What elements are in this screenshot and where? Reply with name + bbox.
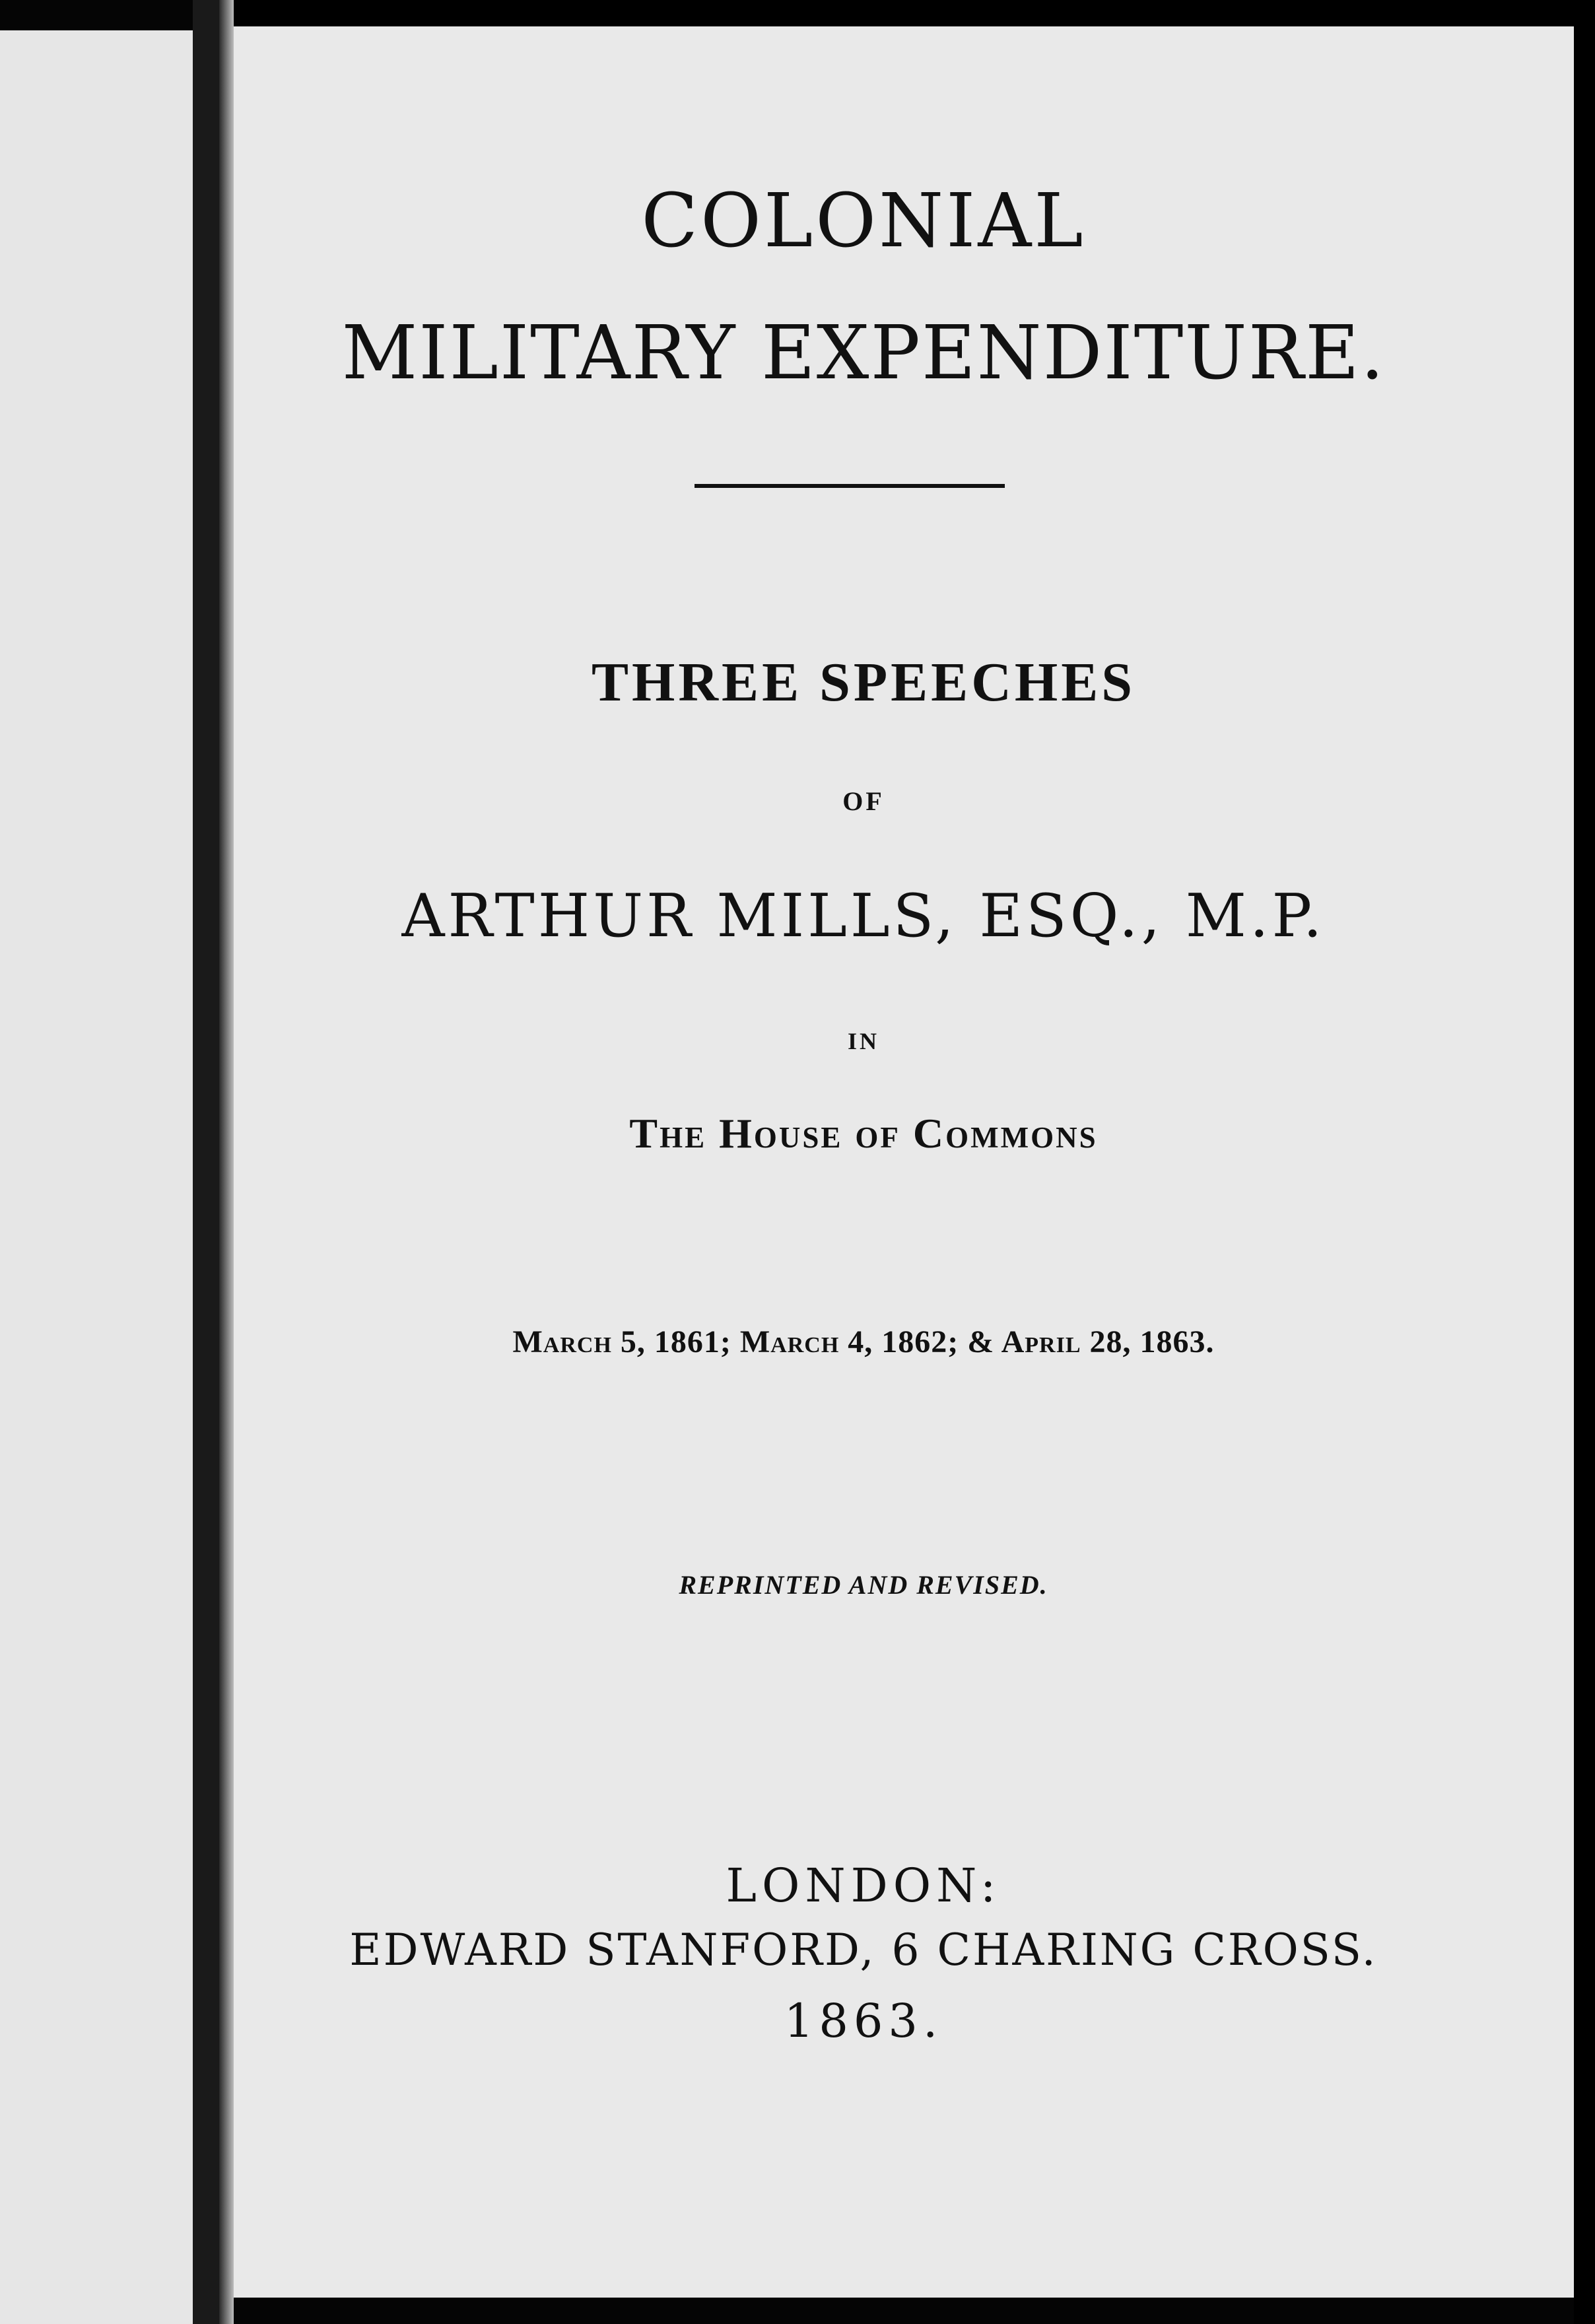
speech-dates: March 5, 1861; March 4, 1862; & April 28, 1863. xyxy=(512,1324,1215,1359)
imprint-year: 1863. xyxy=(784,1994,943,2048)
subtitle: THREE SPEECHES xyxy=(592,652,1136,713)
author-name: ARTHUR MILLS, ESQ., M.P. xyxy=(401,881,1326,951)
in-word: IN xyxy=(847,1028,879,1054)
of-word: OF xyxy=(842,786,885,816)
title-line-2: MILITARY EXPENDITURE. xyxy=(341,310,1386,396)
title-line-1: COLONIAL xyxy=(641,178,1086,264)
venue: The House of Commons xyxy=(629,1110,1098,1157)
title-rule xyxy=(695,484,1005,488)
reprint-note: REPRINTED AND REVISED. xyxy=(679,1570,1048,1600)
imprint-publisher: EDWARD STANFORD, 6 CHARING CROSS. xyxy=(349,1925,1378,1975)
imprint-city: LONDON: xyxy=(726,1859,1001,1913)
scan-border-top xyxy=(234,0,1595,26)
